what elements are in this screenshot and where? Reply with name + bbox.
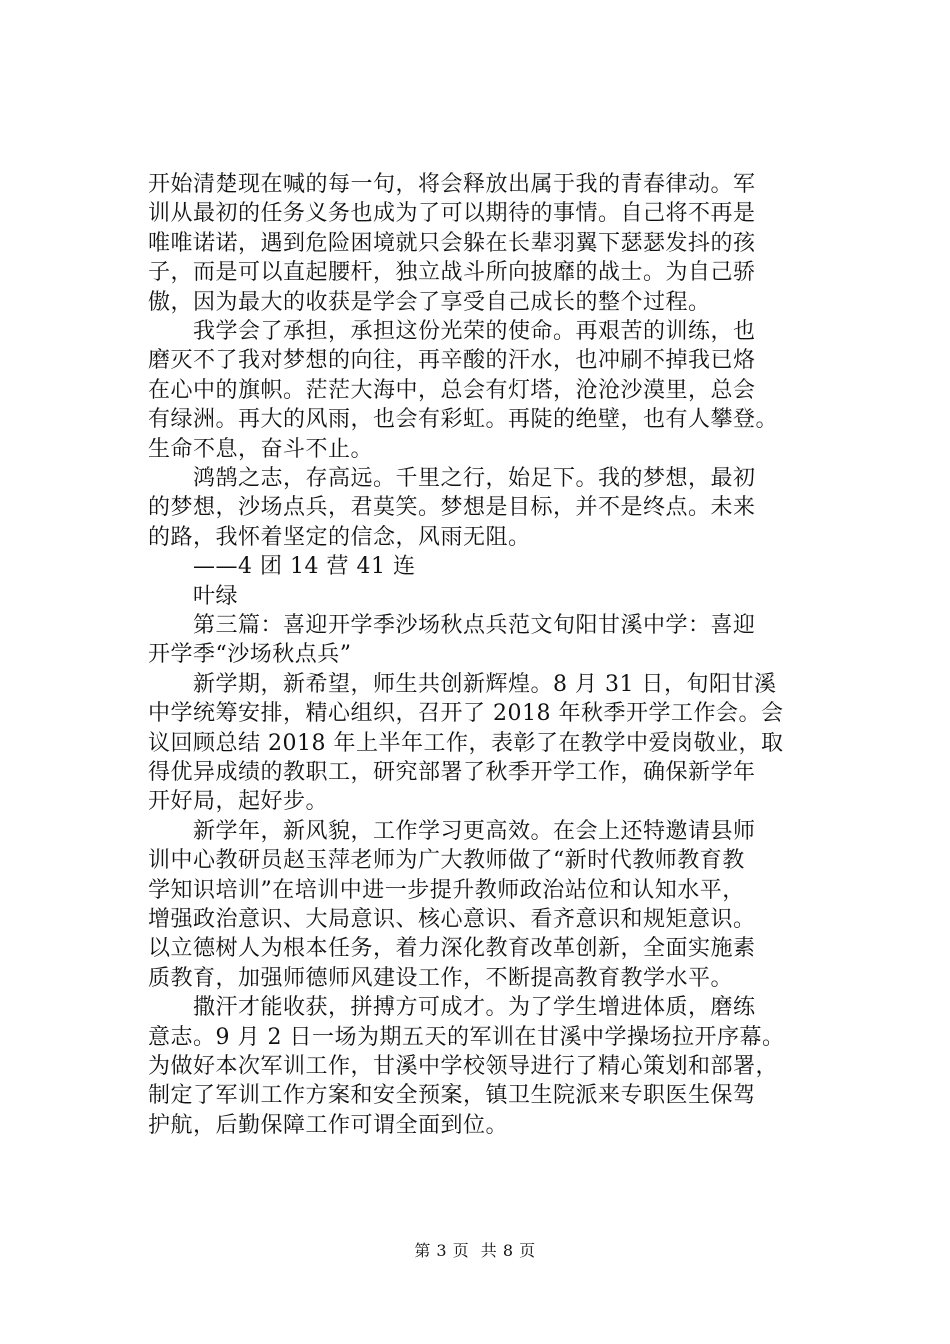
text-line: 生命不息，奋斗不止。 [148,436,374,462]
text-line: 撒汗才能收获，拼搏方可成才。为了学生增进体质，磨练 [148,995,756,1021]
text-line: 的梦想，沙场点兵，君莫笑。梦想是目标，并不是终点。未来 [148,495,756,521]
text-line: 子，而是可以直起腰杆，独立战斗所向披靡的战士。为自己骄 [148,260,756,286]
text-line: 磨灭不了我对梦想的向往，再辛酸的汗水，也冲刷不掉我已烙 [148,348,756,374]
text-line: 唯唯诺诺，遇到危险困境就只会躲在长辈羽翼下瑟瑟发抖的孩 [148,230,756,256]
text-line: 开学季“沙场秋点兵” [148,642,352,668]
page-total: 共 8 页 [480,1241,536,1260]
text-line: 开始清楚现在喊的每一句，将会释放出属于我的青春律动。军 [148,172,756,197]
text-line: 在心中的旗帜。茫茫大海中，总会有灯塔，沧沧沙漠里，总会 [148,377,756,403]
text-line: 质教育，加强师德师风建设工作，不断提高教育教学水平。 [148,965,734,991]
text-line: 制定了军训工作方案和安全预案，镇卫生院派来专职医生保驾 [148,1083,756,1109]
page-footer [0,1240,950,1262]
text-line: ——4 团 14 营 41 连 [148,554,416,580]
text-line: 第三篇：喜迎开学季沙场秋点兵范文旬阳甘溪中学：喜迎 [148,613,756,638]
text-line: 有绿洲。再大的风雨，也会有彩虹。再陡的绝壁，也有人攀登。 [148,407,779,433]
text-line: 叶绿 [148,583,239,609]
text-line: 新学年，新风貌，工作学习更高效。在会上还特邀请县师 [148,818,756,844]
text-line: 训中心教研员赵玉萍老师为广大教师做了“新时代教师教育教 [148,848,745,874]
text-line: 开好局，起好步。 [148,789,329,815]
text-line: 增强政治意识、大局意识、核心意识、看齐意识和规矩意识。 [148,907,756,932]
text-line: 为做好本次军训工作，甘溪中学校领导进行了精心策划和部署， [148,1054,779,1079]
text-line: 傲，因为最大的收获是学会了享受自己成长的整个过程。 [148,289,711,315]
text-line: 训从最初的任务义务也成为了可以期待的事情。自己将不再是 [148,201,756,227]
text-line: 的路，我怀着坚定的信念，风雨无阻。 [148,524,531,550]
text-line: 鸿鹄之志，存高远。千里之行，始足下。我的梦想，最初 [148,466,756,491]
text-line: 学知识培训”在培训中进一步提升教师政治站位和认知水平， [148,877,745,903]
page-number: 第 3 页 [414,1241,470,1260]
text-line: 以立德树人为根本任务，着力深化教育改革创新，全面实施素 [148,936,756,962]
text-line: 中学统筹安排，精心组织，召开了 2018 年秋季开学工作会。会 [148,701,784,727]
text-line: 得优异成绩的教职工，研究部署了秋季开学工作，确保新学年 [148,760,756,785]
text-line: 新学期，新希望，师生共创新辉煌。8 月 31 日，旬阳甘溪 [148,671,777,697]
text-line: 议回顾总结 2018 年上半年工作，表彰了在教学中爱岗敬业，取 [148,730,784,756]
text-line: 护航，后勤保障工作可谓全面到位。 [148,1112,509,1138]
text-line: 我学会了承担，承担这份光荣的使命。再艰苦的训练，也 [148,319,756,344]
text-line: 意志。9 月 2 日一场为期五天的军训在甘溪中学操场拉开序幕。 [148,1024,785,1050]
